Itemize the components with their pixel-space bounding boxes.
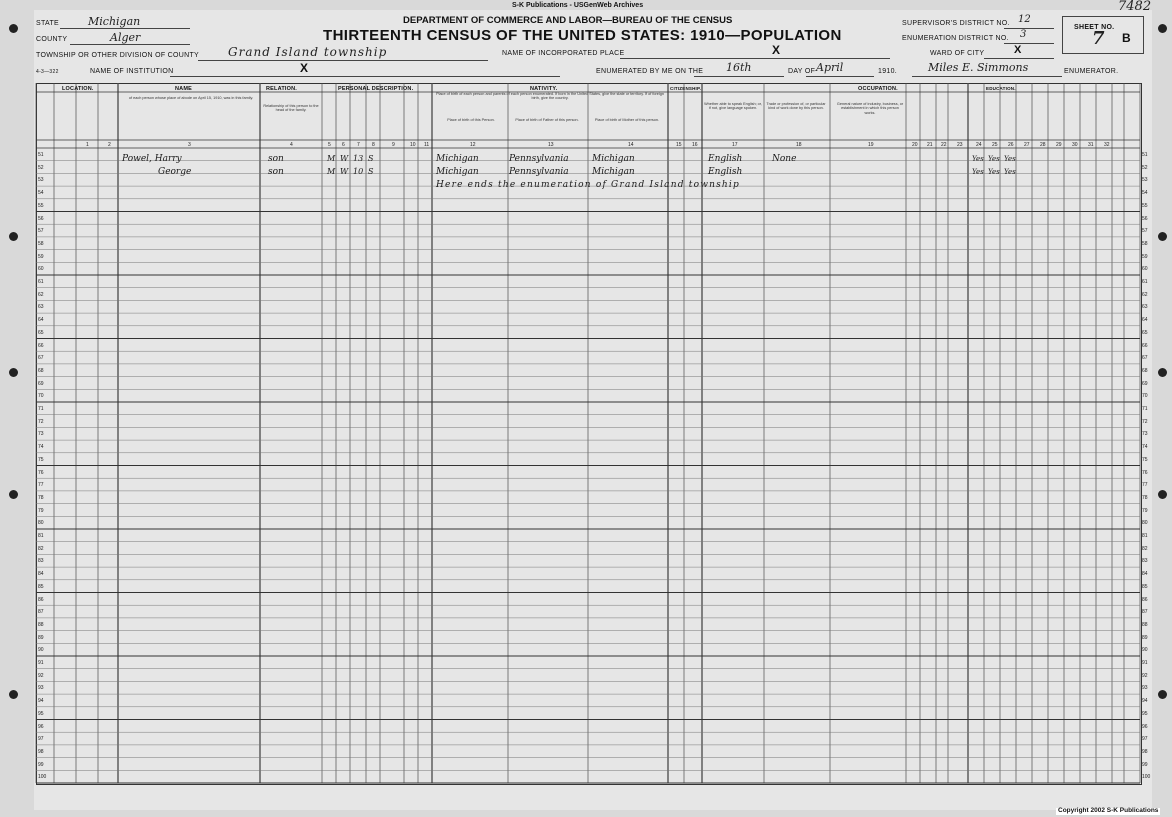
row-number: 61 <box>1142 279 1148 285</box>
row-number: 94 <box>38 698 44 705</box>
row-number: 58 <box>1142 240 1148 247</box>
header-trade: Trade or profession of, or particular kind of work done by this person. <box>766 102 826 111</box>
column-number: 8 <box>372 142 375 148</box>
enumerator-label: ENUMERATOR. <box>1064 68 1119 75</box>
header-relation-desc: Relationship of this person to the head of the family. <box>263 104 319 113</box>
row-number: 64 <box>38 317 44 324</box>
archive-banner: S-K Publications - USGenWeb Archives <box>512 2 644 9</box>
closing-note: Here ends the enumeration of Grand Island township <box>436 180 740 190</box>
column-number: 28 <box>1040 142 1046 148</box>
column-number: 32 <box>1104 142 1110 148</box>
row-number: 70 <box>38 393 44 400</box>
row-number: 74 <box>38 444 44 451</box>
incorporated-value: X <box>772 43 781 57</box>
row-number: 72 <box>38 418 44 425</box>
column-number: 1 <box>86 142 89 148</box>
column-number: 25 <box>992 142 998 148</box>
row-number: 88 <box>1142 621 1148 628</box>
row-number: 65 <box>1142 329 1148 336</box>
row-number: 81 <box>38 533 44 539</box>
column-number: 15 <box>676 142 682 148</box>
record-1-race: W <box>340 154 349 163</box>
record-1-marital: S <box>368 154 374 163</box>
column-number: 27 <box>1024 142 1030 148</box>
column-number: 26 <box>1008 142 1014 148</box>
record-2-age: 10 <box>353 167 364 176</box>
row-number: 57 <box>38 228 44 235</box>
row-number: 84 <box>1142 571 1148 578</box>
header-birth-mother: Place of birth of Mother of this person. <box>594 118 660 122</box>
section-education: EDUCATION. <box>986 86 1016 91</box>
row-number: 99 <box>1142 761 1148 768</box>
row-number: 66 <box>1142 342 1148 349</box>
column-number: 18 <box>796 142 802 148</box>
record-2-race: W <box>340 167 349 176</box>
row-number: 72 <box>1142 418 1148 425</box>
row-number: 52 <box>1142 164 1148 171</box>
column-number: 2 <box>108 142 111 148</box>
record-2-relation: son <box>268 167 284 177</box>
county-value: Alger <box>110 31 141 44</box>
header-language: Whether able to speak English; or, if not, give language spoken. <box>704 102 762 111</box>
row-number: 77 <box>38 482 44 489</box>
township-label: TOWNSHIP OR OTHER DIVISION OF COUNTY <box>36 52 199 59</box>
row-number: 73 <box>1142 431 1148 438</box>
ward-label: WARD OF CITY <box>930 50 985 57</box>
header-industry: General nature of industry, business, or establishment in which this person works. <box>836 102 904 115</box>
sheet-side: B <box>1122 31 1131 45</box>
row-number: 95 <box>38 710 44 717</box>
institution-value: X <box>300 61 309 75</box>
row-number: 92 <box>1142 672 1148 679</box>
row-number: 91 <box>38 660 44 666</box>
column-number: 3 <box>188 142 191 148</box>
column-number: 13 <box>548 142 554 148</box>
row-number: 85 <box>38 583 44 590</box>
column-number: 23 <box>957 142 963 148</box>
month-value: April <box>816 61 844 74</box>
state-value: Michigan <box>88 15 141 28</box>
row-number: 54 <box>1142 190 1148 197</box>
row-number: 89 <box>38 634 44 641</box>
column-number: 16 <box>692 142 698 148</box>
row-number: 79 <box>1142 507 1148 514</box>
record-1-age: 13 <box>353 154 364 163</box>
row-number: 98 <box>1142 748 1148 755</box>
row-number: 80 <box>1142 520 1148 527</box>
row-number: 68 <box>38 367 44 374</box>
record-2-sex: M <box>327 167 336 176</box>
column-number: 29 <box>1056 142 1062 148</box>
record-2-marital: S <box>368 167 374 176</box>
row-number: 100 <box>38 774 47 781</box>
row-number: 53 <box>1142 177 1148 184</box>
row-number: 64 <box>1142 317 1148 324</box>
record-1-birth-father: Pennsylvania <box>509 154 569 164</box>
section-relation: RELATION. <box>266 86 298 92</box>
row-number: 92 <box>38 672 44 679</box>
row-number: 75 <box>1142 456 1148 463</box>
row-number: 90 <box>1142 647 1148 654</box>
header-birth-father: Place of birth of Father of this person. <box>515 118 579 122</box>
record-1-relation: son <box>268 154 284 164</box>
row-number: 78 <box>1142 494 1148 501</box>
row-number: 56 <box>1142 215 1148 222</box>
row-number: 62 <box>38 291 44 298</box>
day-of-label: DAY OF <box>788 68 816 75</box>
ward-value: X <box>1014 44 1022 56</box>
row-number: 100 <box>1142 774 1151 781</box>
record-2-birth-self: Michigan <box>436 167 479 177</box>
row-number: 99 <box>38 761 44 768</box>
row-number: 63 <box>38 304 44 311</box>
row-number: 87 <box>1142 609 1148 616</box>
row-number: 87 <box>38 609 44 616</box>
header-nativity-desc: Place of birth of each person and parents of each person enumerated. If born in the United States, give the state or territory. If of foreign birth, give the country. <box>436 92 664 101</box>
column-number: 6 <box>342 142 345 148</box>
copyright-notice: Copyright 2002 S-K Publications <box>1058 807 1159 814</box>
row-number: 58 <box>38 240 44 247</box>
column-number: 31 <box>1088 142 1094 148</box>
row-number: 84 <box>38 571 44 578</box>
record-1-trade: None <box>772 154 797 164</box>
row-number: 77 <box>1142 482 1148 489</box>
row-number: 78 <box>38 494 44 501</box>
record-2-name: George <box>158 167 192 177</box>
section-nativity: NATIVITY. <box>530 86 558 92</box>
enumerated-day: 16th <box>726 61 752 74</box>
supervisor-value: 12 <box>1018 14 1031 25</box>
row-number: 81 <box>1142 533 1148 539</box>
enum-district-value: 3 <box>1020 29 1027 40</box>
section-personal: PERSONAL DESCRIPTION. <box>338 86 414 92</box>
row-number: 85 <box>1142 583 1148 590</box>
row-number: 51 <box>38 152 44 158</box>
record-2-birth-mother: Michigan <box>592 167 635 177</box>
column-number: 14 <box>628 142 634 148</box>
row-number: 51 <box>1142 152 1148 158</box>
row-number: 59 <box>1142 253 1148 260</box>
row-number: 96 <box>38 723 44 730</box>
incorporated-label: NAME OF INCORPORATED PLACE <box>502 50 625 57</box>
township-value: Grand Island township <box>228 45 388 59</box>
row-number: 82 <box>38 545 44 552</box>
record-2-edu2: Yes <box>988 168 1000 176</box>
column-number: 21 <box>927 142 933 148</box>
row-number: 75 <box>38 456 44 463</box>
section-citizenship: CITIZENSHIP. <box>670 86 702 91</box>
record-1-edu1: Yes <box>972 155 984 163</box>
row-number: 94 <box>1142 698 1148 705</box>
row-number: 62 <box>1142 291 1148 298</box>
column-number: 24 <box>976 142 982 148</box>
row-number: 89 <box>1142 634 1148 641</box>
record-1-name: Powel, Harry <box>122 154 182 164</box>
record-1-sex: M <box>327 154 336 163</box>
row-number: 76 <box>1142 469 1148 476</box>
row-number: 60 <box>1142 266 1148 273</box>
column-number: 22 <box>941 142 947 148</box>
column-number: 30 <box>1072 142 1078 148</box>
row-number: 95 <box>1142 710 1148 717</box>
column-number: 17 <box>732 142 738 148</box>
row-number: 98 <box>38 748 44 755</box>
supervisor-label: SUPERVISOR'S DISTRICT NO. <box>902 20 1010 27</box>
row-number: 97 <box>1142 736 1148 743</box>
row-number: 86 <box>38 596 44 603</box>
row-number: 66 <box>38 342 44 349</box>
state-label: STATE <box>36 20 60 27</box>
row-number: 83 <box>38 558 44 565</box>
row-number: 88 <box>38 621 44 628</box>
column-number: 9 <box>392 142 395 148</box>
enumerated-label: ENUMERATED BY ME ON THE <box>596 68 704 75</box>
row-number: 76 <box>38 469 44 476</box>
row-number: 93 <box>1142 685 1148 692</box>
row-number: 82 <box>1142 545 1148 552</box>
column-number: 5 <box>328 142 331 148</box>
row-number: 91 <box>1142 660 1148 666</box>
header-name-desc: of each person whose place of abode on April 15, 1910, was in this family. <box>128 96 254 100</box>
row-number: 55 <box>38 202 44 209</box>
column-number: 7 <box>357 142 360 148</box>
row-number: 60 <box>38 266 44 273</box>
row-number: 74 <box>1142 444 1148 451</box>
form-number: 4-3—322 <box>36 69 59 75</box>
row-number: 67 <box>1142 355 1148 362</box>
record-1-edu3: Yes <box>1004 155 1016 163</box>
column-number: 10 <box>410 142 416 148</box>
section-occupation: OCCUPATION. <box>858 86 898 92</box>
row-number: 71 <box>1142 406 1148 412</box>
row-number: 53 <box>38 177 44 184</box>
row-number: 61 <box>38 279 44 285</box>
row-number: 55 <box>1142 202 1148 209</box>
row-number: 73 <box>38 431 44 438</box>
record-2-edu1: Yes <box>972 168 984 176</box>
record-1-edu2: Yes <box>988 155 1000 163</box>
section-location: LOCATION. <box>62 86 94 92</box>
record-2-edu3: Yes <box>1004 168 1016 176</box>
row-number: 71 <box>38 406 44 412</box>
institution-label: NAME OF INSTITUTION <box>90 68 174 75</box>
row-number: 54 <box>38 190 44 197</box>
section-name: NAME <box>175 86 192 92</box>
enumerator-name: Miles E. Simmons <box>928 61 1029 74</box>
row-number: 69 <box>1142 380 1148 387</box>
record-2-language: English <box>708 167 743 177</box>
sheet-value: 7 <box>1092 28 1105 49</box>
record-2-birth-father: Pennsylvania <box>509 167 569 177</box>
row-number: 79 <box>38 507 44 514</box>
column-number: 11 <box>424 142 430 148</box>
header-birth-self: Place of birth of this Person. <box>447 118 495 122</box>
column-number: 4 <box>290 142 293 148</box>
census-title: THIRTEENTH CENSUS OF THE UNITED STATES: 1910—POPULATION <box>323 27 842 44</box>
sheet-label: SHEET NO. <box>1074 24 1115 31</box>
record-1-birth-self: Michigan <box>436 154 479 164</box>
enum-district-label: ENUMERATION DISTRICT NO. <box>902 35 1009 42</box>
department-heading: DEPARTMENT OF COMMERCE AND LABOR—BUREAU OF THE CENSUS <box>403 15 733 26</box>
county-label: COUNTY <box>36 36 68 43</box>
row-number: 63 <box>1142 304 1148 311</box>
year-label: 1910. <box>878 68 898 75</box>
row-number: 68 <box>1142 367 1148 374</box>
row-number: 69 <box>38 380 44 387</box>
column-number: 12 <box>470 142 476 148</box>
row-number: 86 <box>1142 596 1148 603</box>
row-number: 52 <box>38 164 44 171</box>
record-1-birth-mother: Michigan <box>592 154 635 164</box>
row-number: 70 <box>1142 393 1148 400</box>
row-number: 96 <box>1142 723 1148 730</box>
column-number: 20 <box>912 142 918 148</box>
row-number: 97 <box>38 736 44 743</box>
row-number: 90 <box>38 647 44 654</box>
row-number: 59 <box>38 253 44 260</box>
row-number: 80 <box>38 520 44 527</box>
row-number: 56 <box>38 215 44 222</box>
record-1-language: English <box>708 154 743 164</box>
row-number: 93 <box>38 685 44 692</box>
row-number: 83 <box>1142 558 1148 565</box>
column-number: 19 <box>868 142 874 148</box>
row-number: 57 <box>1142 228 1148 235</box>
row-number: 67 <box>38 355 44 362</box>
row-number: 65 <box>38 329 44 336</box>
sheet-stamp-number: 7482 <box>1118 0 1152 14</box>
